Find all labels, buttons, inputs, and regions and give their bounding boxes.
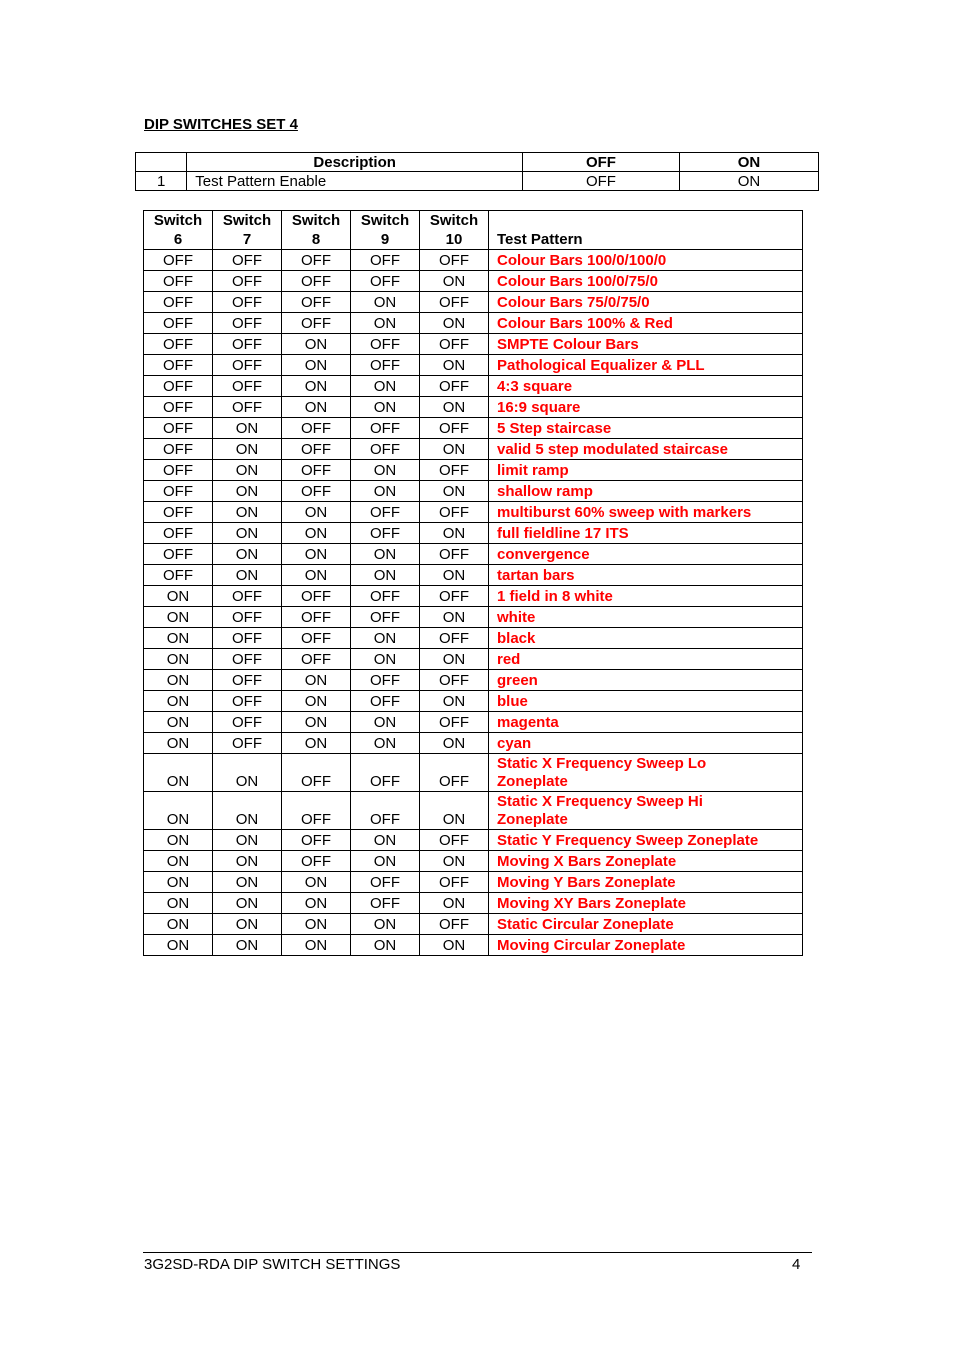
table-row [136,172,819,191]
cell-switch-10: OFF [420,830,489,851]
cell-test-pattern: 4:3 square [489,376,803,397]
cell-switch-7: OFF [213,292,282,313]
cell-switch-8: OFF [282,460,351,481]
header-switch-8: Switch 8 [282,211,351,250]
cell-switch-6: ON [144,691,213,712]
cell-test-pattern: Static X Frequency Sweep Hi Zoneplate [489,792,803,830]
cell-switch-9: OFF [351,754,420,792]
cell-switch-6: ON [144,712,213,733]
cell-test-pattern: Pathological Equalizer & PLL [489,355,803,376]
cell-switch-6: ON [144,754,213,792]
cell-switch-9: OFF [351,586,420,607]
cell-switch-7: ON [213,830,282,851]
cell-switch-9: ON [351,712,420,733]
cell-switch-9: ON [351,313,420,334]
table-row [144,872,803,893]
cell-switch-6: ON [144,792,213,830]
cell-switch-8: ON [282,691,351,712]
cell-switch-8: OFF [282,607,351,628]
cell-switch-6: ON [144,914,213,935]
cell-switch-8: OFF [282,586,351,607]
cell-switch-10: ON [420,649,489,670]
cell-switch-9: ON [351,628,420,649]
cell-switch-8: ON [282,914,351,935]
cell-switch-10: OFF [420,502,489,523]
cell-switch-10: ON [420,792,489,830]
cell-switch-7: OFF [213,313,282,334]
cell-switch-8: OFF [282,754,351,792]
cell-test-pattern: tartan bars [489,565,803,586]
cell-test-pattern: green [489,670,803,691]
cell-switch-7: ON [213,872,282,893]
table-row [144,670,803,691]
cell-switch-10: OFF [420,460,489,481]
header-switch-7: Switch 7 [213,211,282,250]
cell-switch-10: ON [420,851,489,872]
cell-test-pattern: valid 5 step modulated staircase [489,439,803,460]
cell-test-pattern: red [489,649,803,670]
cell-switch-9: ON [351,649,420,670]
cell-test-pattern: convergence [489,544,803,565]
table-row [144,439,803,460]
cell-switch-9: ON [351,935,420,956]
cell-switch-6: ON [144,935,213,956]
table-row [144,792,803,830]
cell-switch-6: OFF [144,376,213,397]
cell-switch-8: ON [282,935,351,956]
cell-switch-8: OFF [282,271,351,292]
cell-switch-10: ON [420,313,489,334]
cell-description: Test Pattern Enable [187,172,523,191]
cell-switch-10: OFF [420,334,489,355]
table-row [144,754,803,792]
cell-switch-10: ON [420,565,489,586]
header-switch-9: Switch 9 [351,211,420,250]
cell-switch-10: ON [420,523,489,544]
cell-switch-10: ON [420,439,489,460]
cell-switch-7: ON [213,754,282,792]
table-row [144,250,803,271]
cell-switch-7: OFF [213,271,282,292]
cell-test-pattern: Colour Bars 100/0/75/0 [489,271,803,292]
cell-switch-7: OFF [213,397,282,418]
table-row [144,712,803,733]
table-row [144,628,803,649]
header-test-pattern: Test Pattern [489,211,803,250]
cell-test-pattern: Static Circular Zoneplate [489,914,803,935]
cell-switch-6: OFF [144,565,213,586]
cell-switch-7: ON [213,439,282,460]
cell-switch-10: ON [420,355,489,376]
table-row [144,544,803,565]
cell-test-pattern: Moving Y Bars Zoneplate [489,872,803,893]
cell-switch-6: ON [144,872,213,893]
cell-switch-10: OFF [420,586,489,607]
cell-on: ON [679,172,818,191]
cell-off: OFF [523,172,680,191]
cell-switch-8: OFF [282,439,351,460]
table-row [144,565,803,586]
enable-table-header [136,153,819,172]
cell-switch-9: ON [351,397,420,418]
cell-switch-6: OFF [144,334,213,355]
cell-switch-8: OFF [282,792,351,830]
cell-switch-10: ON [420,733,489,754]
cell-test-pattern: Colour Bars 100/0/100/0 [489,250,803,271]
cell-switch-8: ON [282,355,351,376]
cell-switch-9: OFF [351,418,420,439]
cell-test-pattern: 1 field in 8 white [489,586,803,607]
cell-switch-6: OFF [144,355,213,376]
cell-switch-7: OFF [213,376,282,397]
cell-switch-9: ON [351,376,420,397]
header-num [136,153,187,172]
cell-test-pattern: blue [489,691,803,712]
cell-switch-8: ON [282,872,351,893]
table-row [144,397,803,418]
cell-switch-7: ON [213,851,282,872]
cell-switch-6: OFF [144,460,213,481]
cell-switch-10: OFF [420,628,489,649]
cell-switch-6: OFF [144,418,213,439]
cell-switch-7: OFF [213,355,282,376]
cell-switch-7: ON [213,914,282,935]
table-row [144,418,803,439]
cell-test-pattern: 5 Step staircase [489,418,803,439]
header-switch-10: Switch 10 [420,211,489,250]
table-row [144,376,803,397]
table-row [144,355,803,376]
cell-switch-7: ON [213,502,282,523]
table-row [144,935,803,956]
cell-switch-8: OFF [282,649,351,670]
cell-switch-9: ON [351,565,420,586]
cell-switch-7: ON [213,792,282,830]
header-switch-6: Switch 6 [144,211,213,250]
table-row [144,914,803,935]
cell-switch-10: ON [420,397,489,418]
cell-switch-8: OFF [282,628,351,649]
cell-switch-9: OFF [351,502,420,523]
cell-test-pattern: 16:9 square [489,397,803,418]
cell-switch-6: ON [144,851,213,872]
cell-switch-10: ON [420,893,489,914]
cell-switch-7: OFF [213,607,282,628]
cell-switch-8: ON [282,544,351,565]
table-row [144,586,803,607]
cell-switch-10: OFF [420,670,489,691]
cell-switch-9: ON [351,292,420,313]
cell-test-pattern: multiburst 60% sweep with markers [489,502,803,523]
table-row [144,334,803,355]
cell-test-pattern: Colour Bars 100% & Red [489,313,803,334]
header-on: ON [679,153,818,172]
cell-switch-6: OFF [144,523,213,544]
cell-switch-8: ON [282,670,351,691]
cell-switch-7: ON [213,565,282,586]
cell-switch-8: OFF [282,481,351,502]
cell-switch-7: ON [213,935,282,956]
table-row [144,481,803,502]
table-row [144,733,803,754]
cell-switch-9: OFF [351,691,420,712]
cell-switch-9: OFF [351,792,420,830]
cell-test-pattern: Moving XY Bars Zoneplate [489,893,803,914]
cell-switch-9: ON [351,481,420,502]
cell-switch-9: ON [351,914,420,935]
cell-switch-10: OFF [420,754,489,792]
cell-switch-9: OFF [351,355,420,376]
cell-switch-7: OFF [213,586,282,607]
cell-switch-6: OFF [144,292,213,313]
cell-switch-7: OFF [213,670,282,691]
table-row [144,607,803,628]
cell-test-pattern: limit ramp [489,460,803,481]
cell-switch-9: OFF [351,872,420,893]
cell-switch-6: ON [144,649,213,670]
cell-switch-6: ON [144,733,213,754]
cell-test-pattern: SMPTE Colour Bars [489,334,803,355]
cell-switch-10: ON [420,481,489,502]
cell-switch-7: OFF [213,628,282,649]
cell-switch-7: OFF [213,649,282,670]
cell-switch-6: OFF [144,250,213,271]
cell-switch-10: OFF [420,292,489,313]
test-pattern-table-header [144,211,803,250]
cell-switch-8: ON [282,565,351,586]
header-off: OFF [523,153,680,172]
cell-switch-8: ON [282,502,351,523]
cell-test-pattern: Static X Frequency Sweep Lo Zoneplate [489,754,803,792]
cell-switch-6: OFF [144,439,213,460]
cell-switch-9: OFF [351,670,420,691]
cell-switch-10: OFF [420,250,489,271]
cell-switch-7: OFF [213,712,282,733]
cell-switch-8: ON [282,334,351,355]
cell-switch-7: ON [213,893,282,914]
cell-switch-6: ON [144,607,213,628]
table-row [144,292,803,313]
cell-switch-9: OFF [351,334,420,355]
cell-switch-7: OFF [213,733,282,754]
cell-switch-7: ON [213,544,282,565]
cell-test-pattern: shallow ramp [489,481,803,502]
section-title: DIP SWITCHES SET 4 [144,116,298,133]
cell-switch-8: ON [282,733,351,754]
cell-switch-8: ON [282,893,351,914]
cell-switch-7: ON [213,418,282,439]
cell-switch-7: ON [213,481,282,502]
page-number: 4 [792,1256,801,1273]
cell-test-pattern: magenta [489,712,803,733]
cell-switch-9: OFF [351,439,420,460]
cell-switch-10: OFF [420,418,489,439]
cell-switch-9: OFF [351,250,420,271]
cell-switch-10: OFF [420,712,489,733]
cell-switch-10: ON [420,691,489,712]
table-row [144,313,803,334]
cell-switch-8: ON [282,397,351,418]
cell-switch-9: ON [351,733,420,754]
cell-switch-9: ON [351,830,420,851]
cell-switch-10: OFF [420,914,489,935]
cell-test-pattern: black [489,628,803,649]
table-row [144,851,803,872]
cell-switch-6: ON [144,893,213,914]
cell-switch-7: OFF [213,250,282,271]
table-row [144,271,803,292]
table-row [144,649,803,670]
cell-switch-8: ON [282,376,351,397]
cell-switch-9: ON [351,851,420,872]
cell-test-pattern: Colour Bars 75/0/75/0 [489,292,803,313]
cell-switch-6: OFF [144,544,213,565]
cell-test-pattern: Moving Circular Zoneplate [489,935,803,956]
cell-switch-10: OFF [420,544,489,565]
cell-switch-6: OFF [144,313,213,334]
cell-test-pattern: Static Y Frequency Sweep Zoneplate [489,830,803,851]
footer-title: 3G2SD-RDA DIP SWITCH SETTINGS [144,1256,401,1273]
cell-test-pattern: Moving X Bars Zoneplate [489,851,803,872]
cell-switch-6: OFF [144,397,213,418]
cell-switch-8: OFF [282,292,351,313]
cell-switch-6: ON [144,586,213,607]
cell-switch-6: OFF [144,481,213,502]
footer-rule [143,1252,812,1253]
cell-num: 1 [136,172,187,191]
cell-switch-9: OFF [351,271,420,292]
cell-switch-6: ON [144,670,213,691]
cell-switch-7: ON [213,460,282,481]
cell-switch-7: OFF [213,691,282,712]
cell-switch-6: OFF [144,502,213,523]
cell-switch-10: ON [420,607,489,628]
cell-switch-8: OFF [282,830,351,851]
cell-switch-8: ON [282,523,351,544]
cell-switch-10: ON [420,271,489,292]
table-row [144,893,803,914]
cell-switch-8: OFF [282,851,351,872]
cell-switch-10: OFF [420,872,489,893]
cell-switch-9: OFF [351,607,420,628]
cell-switch-7: ON [213,523,282,544]
table-row [144,830,803,851]
cell-test-pattern: white [489,607,803,628]
enable-table [135,152,819,191]
table-row [144,691,803,712]
table-row [144,523,803,544]
cell-switch-10: ON [420,935,489,956]
cell-switch-6: ON [144,830,213,851]
cell-test-pattern: full fieldline 17 ITS [489,523,803,544]
cell-switch-9: ON [351,460,420,481]
table-row [144,502,803,523]
cell-switch-8: OFF [282,418,351,439]
cell-switch-9: OFF [351,523,420,544]
cell-switch-7: OFF [213,334,282,355]
header-description: Description [187,153,523,172]
cell-switch-6: OFF [144,271,213,292]
cell-switch-8: ON [282,712,351,733]
cell-switch-8: OFF [282,313,351,334]
cell-switch-6: ON [144,628,213,649]
cell-switch-9: OFF [351,893,420,914]
table-row [144,460,803,481]
cell-switch-9: ON [351,544,420,565]
cell-switch-8: OFF [282,250,351,271]
test-pattern-table [143,210,803,956]
cell-test-pattern: cyan [489,733,803,754]
cell-switch-10: OFF [420,376,489,397]
